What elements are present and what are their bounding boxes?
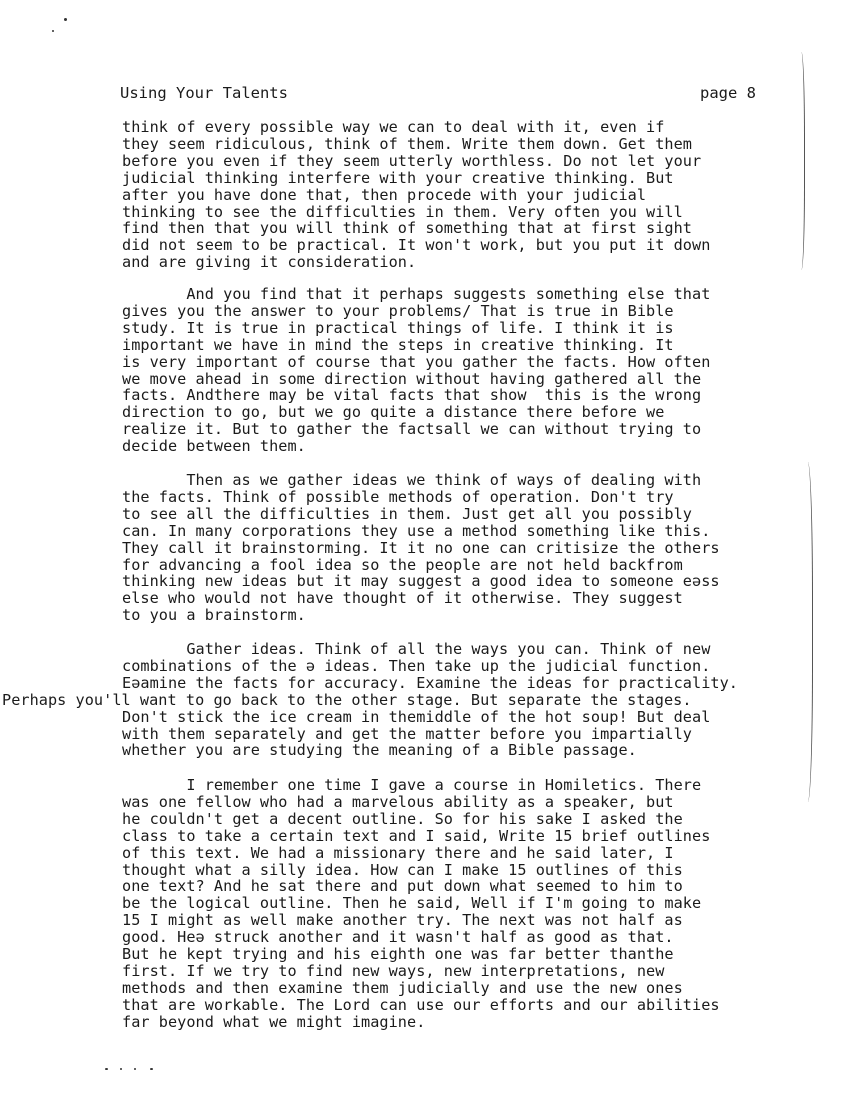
text-line: And you find that it perhaps suggests something else that [122, 285, 711, 303]
margin-bracket-top [796, 52, 805, 270]
text-line: to you a brainstorm. [122, 606, 306, 625]
text-line: first. If we try to find new ways, new interpretations, new [122, 961, 665, 980]
text-line: Perhaps you'll want to go back to the other stage. But separate the stages. [2, 690, 692, 709]
text-line: thinking to see the difficulties in them. Very often you will [122, 202, 683, 221]
text-line: the facts. Think of possible methods of operation. Don't try [122, 487, 674, 506]
text-line: Gather ideas. Think of all the ways you can. Think of new [122, 640, 711, 658]
page-number: page 8 [700, 84, 756, 102]
text-line: with them separately and get the matter before you impartially [122, 724, 693, 743]
text-line: thought what a silly idea. How can I make 15 outlines of this [122, 860, 683, 879]
text-line: be the logical outline. Then he said, Well if I'm going to make [122, 894, 702, 913]
text-line: gives you the answer to your problems/ That is true in Bible [122, 301, 674, 320]
text-line: Don't stick the ice cream in themiddle of the hot soup! But deal [122, 707, 711, 726]
text-line: important we have in mind the steps in creative thinking. It [122, 335, 674, 354]
text-line: Then as we gather ideas we think of ways of dealing with [122, 471, 702, 489]
text-line: facts. Andthere may be vital facts that show this is the wrong [122, 386, 702, 405]
scan-speck [150, 1068, 153, 1070]
text-line: 15 I might as well make another try. The next was not half as [122, 911, 683, 930]
text-line: before you even if they seem utterly worthless. Do not let your [122, 151, 702, 170]
text-line: They call it brainstorming. It it no one can critisize the others [122, 538, 720, 557]
scan-speck [105, 1068, 108, 1070]
text-line: study. It is true in practical things of life. I think it is [122, 318, 674, 337]
text-line: is very important of course that you gather the facts. How often [122, 352, 711, 371]
text-line: we move ahead in some direction without having gathered all the [122, 369, 702, 388]
text-line: class to take a certain text and I said, Write 15 brief outlines [122, 826, 711, 845]
text-line: was one fellow who had a marvelous ability as a speaker, but [122, 792, 674, 811]
text-line: good. Heǝ struck another and it wasn't half as good as that. [122, 928, 674, 947]
text-line: decide between them. [122, 437, 306, 456]
text-line: thinking new ideas but it may suggest a good idea to someone eǝss [122, 572, 720, 591]
text-line: one text? And he sat there and put down what seemed to him to [122, 877, 683, 896]
text-line: whether you are studying the meaning of a Bible passage. [122, 741, 637, 760]
text-line: after you have done that, then procede with your judicial [122, 185, 647, 204]
text-line: direction to go, but we go quite a distance there before we [122, 403, 665, 422]
text-line: and are giving it consideration. [122, 253, 417, 272]
text-line: can. In many corporations they use a method something like this. [122, 521, 711, 540]
text-line: I remember one time I gave a course in Homiletics. There [122, 776, 702, 794]
document-title: Using Your Talents [120, 84, 288, 102]
scan-speck [120, 1068, 122, 1070]
text-line: they seem ridiculous, think of them. Write them down. Get them [122, 134, 693, 153]
text-line: that are workable. The Lord can use our efforts and our abilities [122, 995, 720, 1014]
text-line: for advancing a fool idea so the people are not held backfrom [122, 555, 683, 574]
text-line: else who would not have thought of it otherwise. They suggest [122, 589, 683, 608]
text-line: methods and then examine them judicially and use the new ones [122, 978, 683, 997]
text-line: combinations of the ǝ ideas. Then take up the judicial function. [122, 656, 711, 675]
text-line: to see all the difficulties in them. Just get all you possibly [122, 504, 693, 523]
text-line: But he kept trying and his eighth one was far better thanthe [122, 945, 674, 963]
text-line: of this text. We had a missionary there and he said later, I [122, 843, 674, 862]
scan-speck [64, 18, 67, 21]
text-line: he couldn't get a decent outline. So for his sake I asked the [122, 809, 683, 828]
text-line: far beyond what we might imagine. [122, 1012, 426, 1031]
text-line: think of every possible way we can to deal with it, even if [122, 118, 665, 136]
scan-speck [134, 1068, 136, 1070]
text-line: judicial thinking interfere with your creative thinking. But [122, 168, 674, 187]
page-header [120, 84, 756, 106]
margin-bracket-middle [800, 462, 813, 802]
text-line: did not seem to be practical. It won't work, but you put it down [122, 236, 711, 255]
text-line: realize it. But to gather the factsall we can without trying to [122, 420, 702, 439]
scan-speck [52, 30, 54, 32]
text-line: find then that you will think of something that at first sight [122, 219, 693, 238]
text-line: Eǝamine the facts for accuracy. Examine the ideas for practicality. [122, 673, 738, 692]
